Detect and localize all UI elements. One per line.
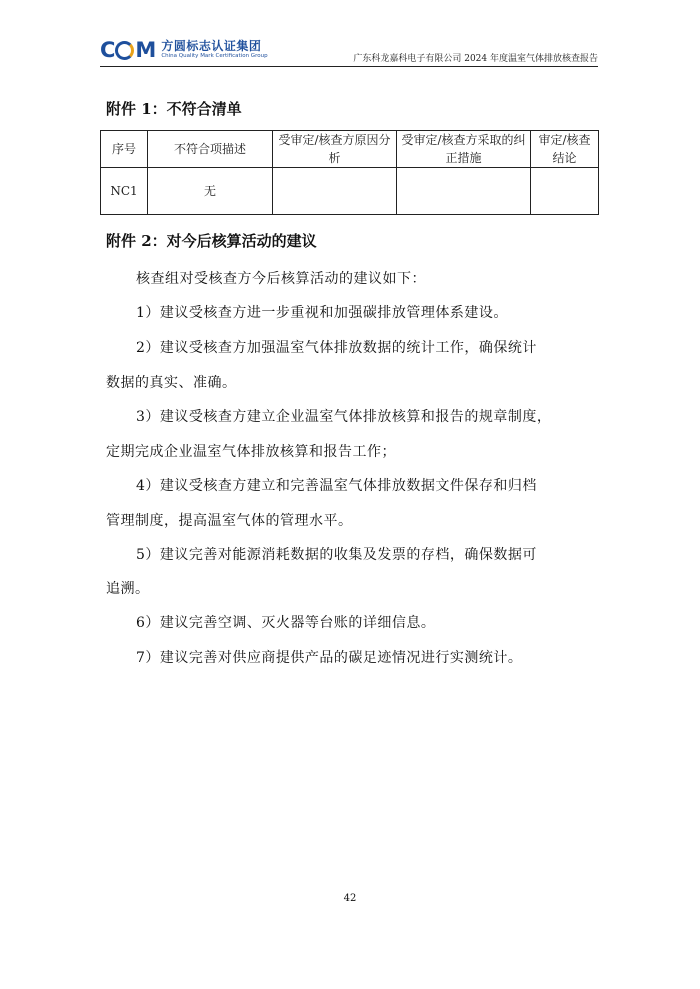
company-logo: [100, 36, 268, 64]
table-header-cell: 受审定/核查方采取的纠正措施: [397, 131, 531, 168]
table-header-cell: 序号: [101, 131, 148, 168]
recommendation-item-5-cont: 追溯。: [106, 581, 150, 597]
table-header-cell: 不符合项描述: [148, 131, 273, 168]
table-cell: [273, 168, 397, 215]
recommendation-item-7: 7）建议完善对供应商提供产品的碳足迹情况进行实测统计。: [136, 650, 523, 666]
table-cell: NC1: [101, 168, 148, 215]
recommendation-item-2-cont: 数据的真实、准确。: [106, 375, 237, 391]
logo-chinese-name: 方圆标志认证集团: [161, 39, 262, 54]
table-row: [101, 168, 599, 215]
nonconformity-table: [100, 130, 599, 215]
recommendation-item-4: 4）建议受核查方建立和完善温室气体排放数据文件保存和归档: [136, 478, 537, 494]
logo-english-name: China Quality Mark Certification Group: [161, 53, 268, 60]
table-header-cell: 审定/核查结论: [531, 131, 599, 168]
table-cell: 无: [148, 168, 273, 215]
recommendation-item-2: 2）建议受核查方加强温室气体排放数据的统计工作，确保统计: [136, 340, 537, 356]
recommendation-item-4-cont: 管理制度，提高温室气体的管理水平。: [106, 513, 353, 529]
table-header-cell: 受审定/核查方原因分析: [273, 131, 397, 168]
attachment2-heading: 附件 2：对今后核算活动的建议: [106, 232, 317, 250]
recommendation-item-3-cont: 定期完成企业温室气体排放核算和报告工作；: [106, 444, 396, 460]
recommendation-item-5: 5）建议完善对能源消耗数据的收集及发票的存档，确保数据可: [136, 547, 537, 563]
page-header: [100, 36, 598, 67]
table-cell: [531, 168, 599, 215]
page-number: 42: [343, 893, 357, 904]
report-title: 广东科龙嘉科电子有限公司 2024 年度温室气体排放核查报告: [353, 54, 598, 64]
table-cell: [397, 168, 531, 215]
attachment1-heading: 附件 1：不符合清单: [106, 100, 242, 118]
recommendation-item-6: 6）建议完善空调、灭火器等台账的详细信息。: [136, 615, 436, 631]
recommendation-item-1: 1）建议受核查方进一步重视和加强碳排放管理体系建设。: [136, 305, 508, 321]
table-header-row: [101, 131, 599, 168]
logo-mark: C M: [100, 38, 156, 62]
logo-q-ring: [115, 41, 134, 60]
recommendations-intro: 核查组对受核查方今后核算活动的建议如下：: [136, 271, 426, 287]
recommendation-item-3: 3）建议受核查方建立企业温室气体排放核算和报告的规章制度，: [136, 409, 552, 425]
